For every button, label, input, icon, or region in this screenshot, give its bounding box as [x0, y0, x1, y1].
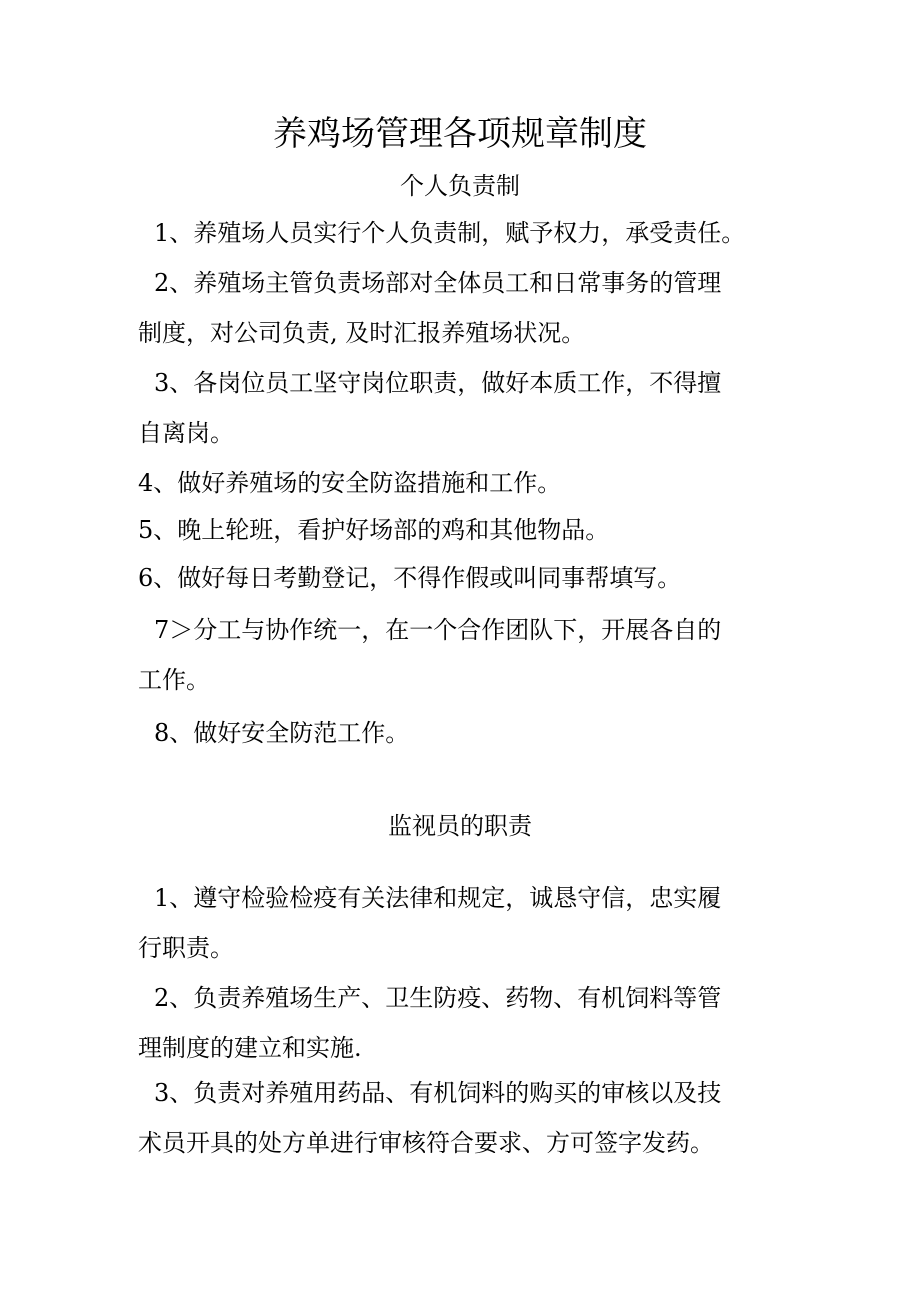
section-1-paragraph-1: [138, 208, 809, 258]
paragraph-line: 术员开具的处方单进行审核符合要求、方可签字发药。: [138, 1129, 714, 1157]
section-heading-supervisor-duties: 监视员的职责: [388, 812, 532, 840]
section-1-paragraph-3: [138, 358, 793, 458]
section-1-paragraph-7: [138, 605, 793, 705]
section-1-paragraph-8: [138, 708, 793, 758]
paragraph-line: 5、晚上轮班，看护好场部的鸡和其他物品。: [138, 516, 610, 544]
paragraph-line: 制度，对公司负责, 及时汇报养殖场状况。: [138, 319, 586, 347]
paragraph-line: 3、负责对养殖用药品、有机饲料的购买的审核以及技: [154, 1079, 722, 1107]
section-1-paragraph-4: [138, 458, 793, 508]
section-1-paragraph-2: [138, 258, 793, 358]
paragraph-line: 7＞分工与协作统一，在一个合作团队下，开展各自的: [154, 616, 722, 644]
paragraph-line: 1、养殖场人员实行个人负责制，赋予权力，承受责任。: [154, 219, 746, 247]
paragraph-line: 理制度的建立和实施.: [138, 1034, 362, 1062]
section-heading-personal-responsibility: 个人负责制: [400, 172, 520, 200]
paragraph-line: 1、遵守检验检疫有关法律和规定，诚恳守信，忠实履: [154, 884, 722, 912]
paragraph-line: 2、养殖场主管负责场部对全体员工和日常事务的管理: [154, 269, 722, 297]
section-1-paragraph-6: [138, 553, 793, 603]
document-title: 养鸡场管理各项规章制度: [273, 114, 647, 154]
paragraph-line: 2、负责养殖场生产、卫生防疫、药物、有机饲料等管: [154, 984, 722, 1012]
paragraph-line: 自离岗。: [138, 419, 234, 447]
section-1-paragraph-5: [138, 505, 793, 555]
section-2-paragraph-1: [138, 873, 793, 973]
paragraph-line: 6、做好每日考勤登记，不得作假或叫同事帮填写。: [138, 564, 682, 592]
paragraph-line: 3、各岗位员工坚守岗位职责，做好本质工作，不得擅: [154, 369, 722, 397]
paragraph-line: 4、做好养殖场的安全防盗措施和工作。: [138, 469, 562, 497]
paragraph-line: 行职责。: [138, 934, 234, 962]
paragraph-line: 工作。: [138, 666, 210, 694]
section-2-paragraph-2: [138, 973, 793, 1073]
section-2-paragraph-3: [138, 1068, 793, 1168]
paragraph-line: 8、做好安全防范工作。: [154, 719, 410, 747]
